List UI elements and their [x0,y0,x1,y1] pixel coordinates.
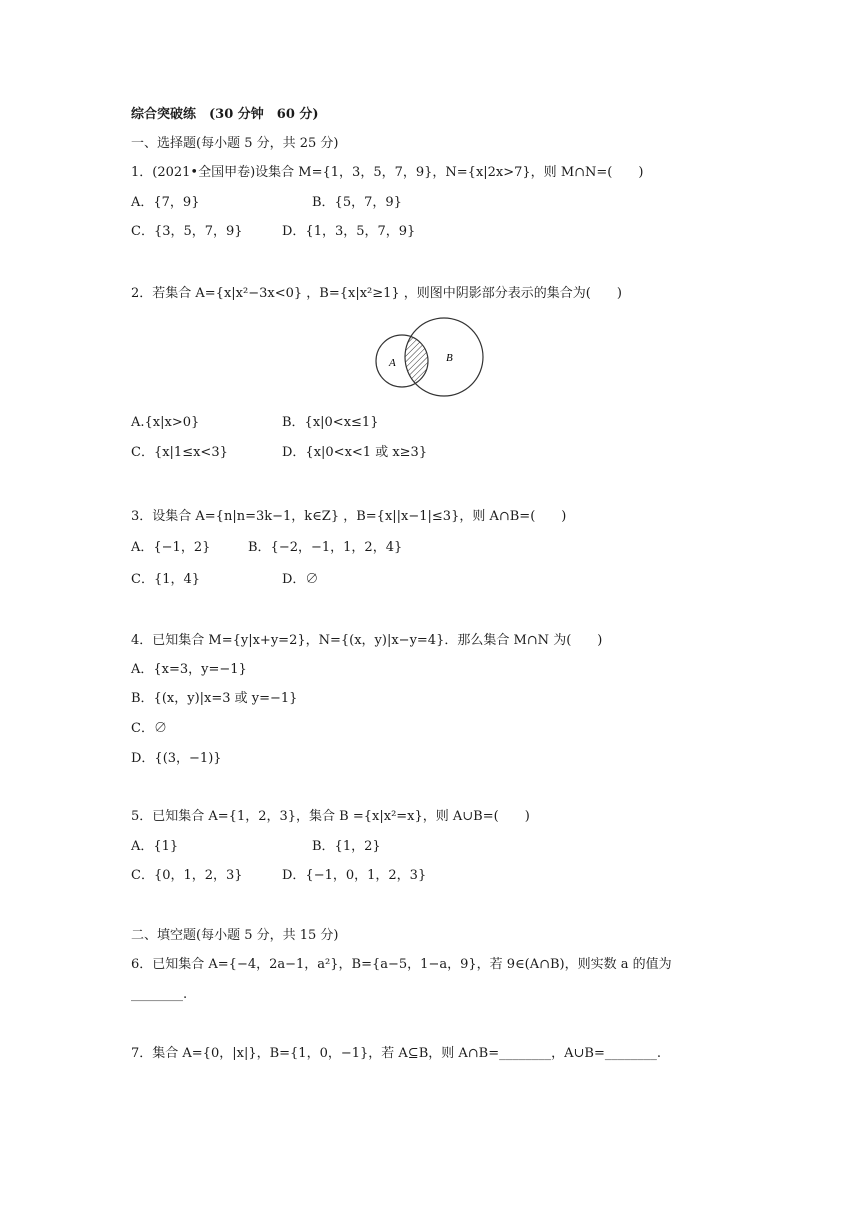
q3-option-b: B．{−2，−1，1，2，4} [248,540,403,555]
venn-label-b: B [446,352,453,364]
q1-option-d: D．{1，3，5，7，9} [282,224,416,239]
section-heading-fill: 二、填空题(每小题 5 分，共 15 分) [131,928,339,943]
section-heading-choice: 一、选择题(每小题 5 分，共 25 分) [131,136,339,151]
q7-stem: 7．集合 A={0，|x|}，B={1，0，−1}，若 A⊆B，则 A∩B=________，A∪B=________. [131,1046,661,1061]
q6-answer-blank: ________. [131,987,188,1002]
q3-option-d: D．∅ [282,572,319,587]
q2-option-c: C．{x|1≤x<3} [131,445,228,460]
q2-option-b: B．{x|0<x≤1} [282,415,379,430]
q2-option-d: D．{x|0<x<1 或 x≥3} [282,445,428,460]
q1-option-b: B．{5，7，9} [312,195,402,210]
q3-option-c: C．{1，4} [131,572,201,587]
q5-option-d: D．{−1，0，1，2，3} [282,868,427,883]
q5-option-b: B．{1，2} [312,839,381,854]
q3-stem: 3．设集合 A={n|n=3k−1，k∈Z} ，B={x||x−1|≤3}，则 A∩B=( ) [131,509,567,524]
q6-stem: 6．已知集合 A={−4，2a−1，a²}，B={a−5，1−a，9}，若 9∈(A∩B)，则实数 a 的值为 [131,957,672,972]
section-title: 综合突破练 (30 分钟 60 分) [131,107,319,122]
q1-stem: 1．(2021•全国甲卷)设集合 M={1，3，5，7，9}，N={x|2x>7}，则 M∩N=( ) [131,165,644,180]
venn-diagram [372,316,492,398]
q4-option-a: A．{x=3，y=−1} [131,662,247,677]
q4-option-c: C．∅ [131,721,167,736]
q4-stem: 4．已知集合 M={y|x+y=2}，N={(x，y)|x−y=4}．那么集合 M∩N 为( ) [131,633,603,648]
q4-option-b: B．{(x，y)|x=3 或 y=−1} [131,691,298,706]
q5-option-a: A．{1} [131,839,179,854]
q2-option-a: A.{x|x>0} [131,415,200,430]
q3-option-a: A．{−1，2} [131,540,211,555]
q2-stem: 2．若集合 A={x|x²−3x<0} ，B={x|x²≥1} ，则图中阴影部分表示的集合为( ) [131,286,622,301]
q5-option-c: C．{0，1，2，3} [131,868,243,883]
q1-option-c: C．{3，5，7，9} [131,224,243,239]
q4-option-d: D．{(3，−1)} [131,751,222,766]
venn-label-a: A [389,357,396,369]
q5-stem: 5．已知集合 A={1，2，3}，集合 B ={x|x²=x}，则 A∪B=( ) [131,809,530,824]
q1-option-a: A．{7，9} [131,195,200,210]
